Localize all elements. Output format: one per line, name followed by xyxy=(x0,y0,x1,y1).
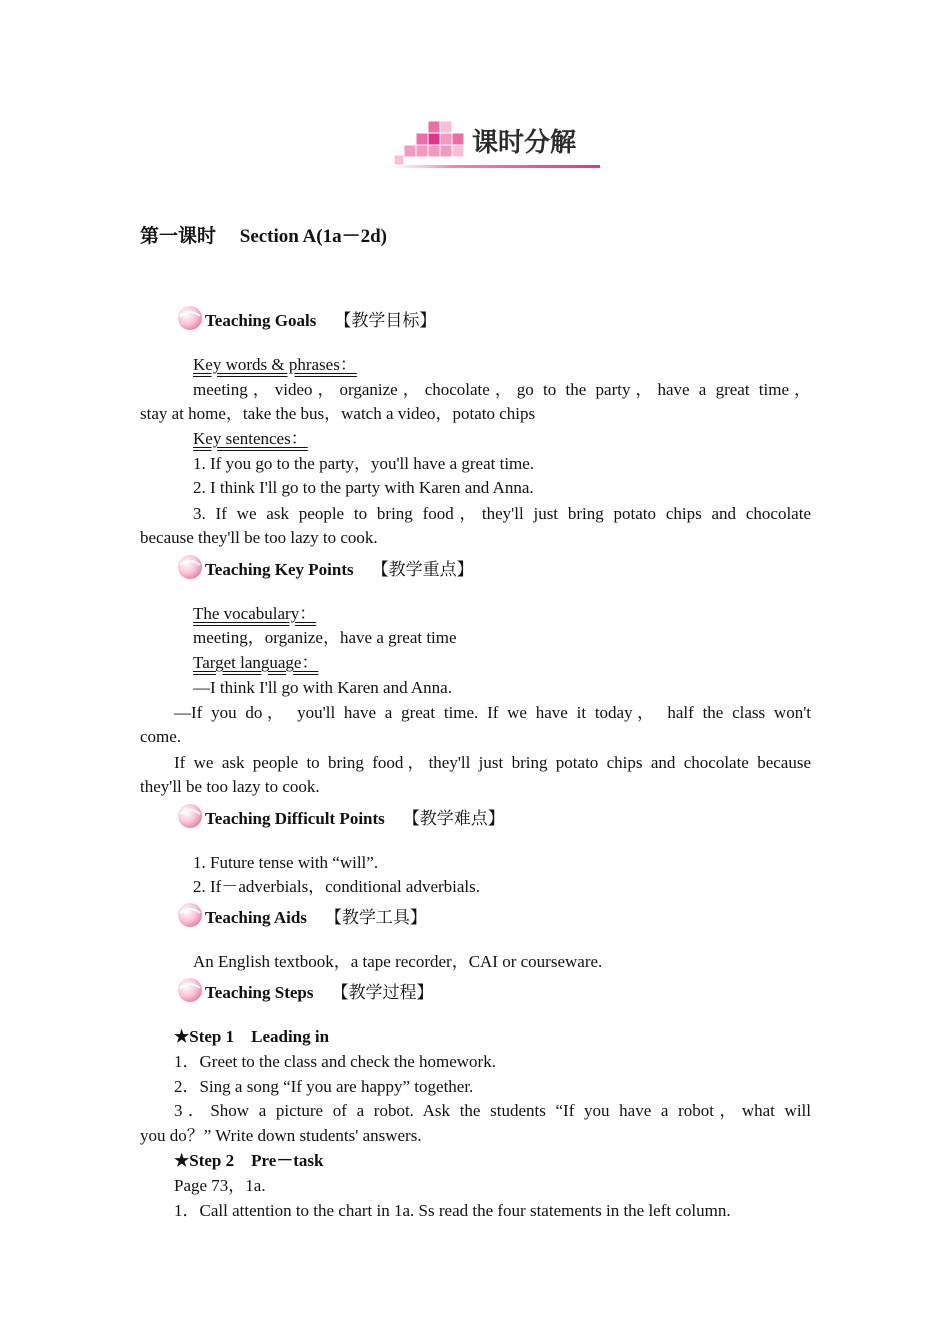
step1-item-1: 1．Greet to the class and check the homework. xyxy=(174,1052,496,1071)
teaching-goals-heading xyxy=(176,300,436,332)
vocab-line: meeting，organize，have a great time xyxy=(193,628,457,647)
step2-page: Page 73，1a. xyxy=(174,1176,266,1195)
teaching-key-points-heading xyxy=(176,549,474,581)
target-3-line2: they'll be too lazy to cook. xyxy=(140,777,320,796)
pink-ball-icon xyxy=(176,802,204,830)
step1-item-3-line1: 3．Show a picture of a robot. Ask the students “If you have a robot，what will xyxy=(174,1101,811,1120)
sentence-3-line1: 3. If we ask people to bring food，they'll just bring potato chips and chocolate xyxy=(193,504,811,523)
target-2-line2: come. xyxy=(140,727,182,746)
heading-en: Teaching Goals xyxy=(205,311,317,330)
heading-en: Teaching Key Points xyxy=(205,560,354,579)
heading-en: Teaching Steps xyxy=(205,983,314,1002)
teaching-aids-heading xyxy=(176,897,427,929)
step2-title: ★Step 2 Pre－task xyxy=(174,1151,324,1170)
sentence-1: 1. If you go to the party，you'll have a great time. xyxy=(193,454,535,473)
target-1: —I think I'll go with Karen and Anna. xyxy=(193,678,452,697)
lesson-title: 第一课时 Section A(1a－2d) xyxy=(140,226,388,247)
heading-cn: 【教学重点】 xyxy=(371,560,474,579)
sentence-3-line2: because they'll be too lazy to cook. xyxy=(140,528,378,547)
target-2-line1: —If you do， you'll have a great time. If we have it today， half the class won't xyxy=(174,703,811,722)
step1-title: ★Step 1 Leading in xyxy=(174,1027,330,1046)
pink-ball-icon xyxy=(176,901,204,929)
step1-item-3-line2: you do？” Write down students' answers. xyxy=(140,1126,422,1145)
pink-ball-icon xyxy=(176,304,204,332)
key-sentences-label: Key sentences： xyxy=(193,429,308,448)
heading-en: Teaching Difficult Points xyxy=(205,809,385,828)
banner-title: 课时分解 xyxy=(472,128,577,158)
heading-cn: 【教学难点】 xyxy=(402,809,505,828)
teaching-steps-heading xyxy=(176,972,433,1004)
aids-text: An English textbook，a tape recorder，CAI or courseware. xyxy=(193,952,603,971)
teaching-difficult-points-heading xyxy=(176,798,505,830)
pink-ball-icon xyxy=(176,976,204,1004)
step2-item-1: 1．Call attention to the chart in 1a. Ss read the four statements in the left column. xyxy=(174,1201,731,1220)
heading-cn: 【教学目标】 xyxy=(334,311,437,330)
target-language-label: Target language： xyxy=(193,653,319,672)
key-words-line1: meeting，video，organize，chocolate，go to the party，have a great time， xyxy=(193,380,811,399)
heading-en: Teaching Aids xyxy=(205,908,307,927)
key-words-label: Key words & phrases： xyxy=(193,355,357,374)
heading-cn: 【教学过程】 xyxy=(331,983,434,1002)
step1-item-2: 2．Sing a song “If you are happy” together. xyxy=(174,1077,474,1096)
target-3-line1: If we ask people to bring food，they'll just bring potato chips and chocolate because xyxy=(174,753,811,772)
pink-ball-icon xyxy=(176,553,204,581)
vocab-label: The vocabulary： xyxy=(193,604,317,623)
heading-cn: 【教学工具】 xyxy=(324,908,427,927)
key-words-line2: stay at home，take the bus，watch a video，potato chips xyxy=(140,404,536,423)
cubes-icon xyxy=(386,115,600,177)
difficult-item-1: 1. Future tense with “will”. xyxy=(193,853,379,872)
sentence-2: 2. I think I'll go to the party with Karen and Anna. xyxy=(193,478,534,497)
difficult-item-2: 2. If－adverbials，conditional adverbials. xyxy=(193,877,481,896)
section-banner xyxy=(386,115,600,177)
